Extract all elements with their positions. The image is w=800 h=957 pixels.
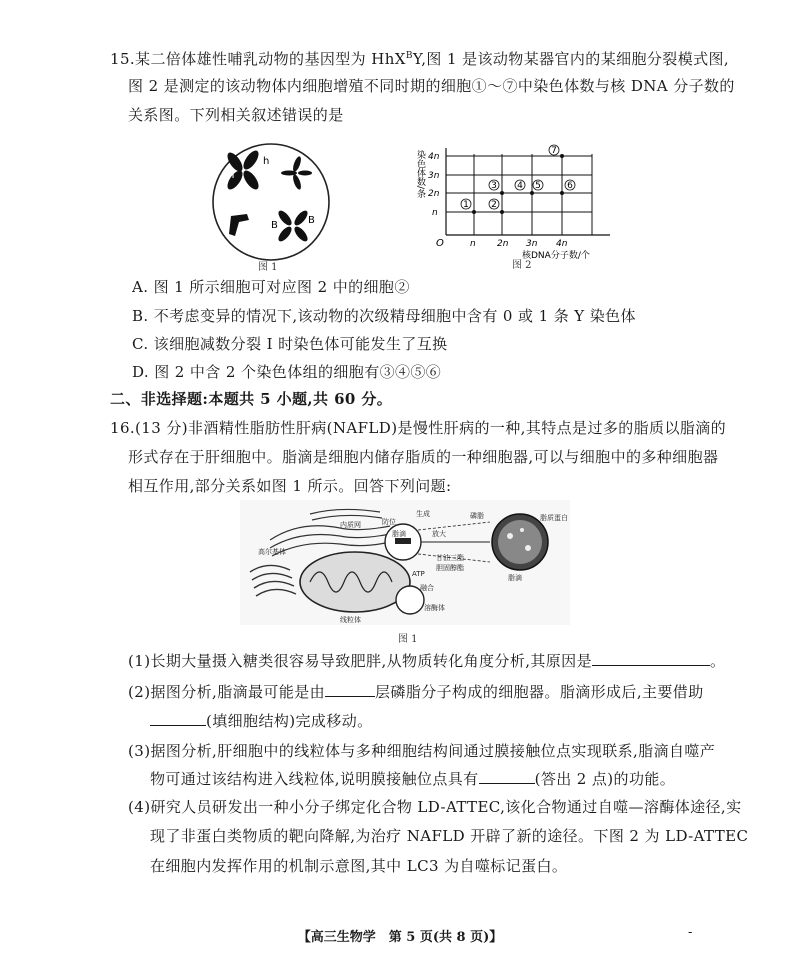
svg-text:脂质蛋白: 脂质蛋白 (540, 514, 568, 522)
y-tick-3n: 3n (428, 171, 440, 181)
svg-text:高尔基体: 高尔基体 (258, 548, 286, 556)
gene-label-B-right: B (308, 215, 315, 226)
q16-sub3-line2: 物可通过该结构进入线粒体,说明膜接触位点具有 (答出 2 点)的功能。 (150, 770, 676, 788)
q16-line2: 形式存在于肝细胞中。脂滴是细胞内储存脂质的一种细胞器,可以与细胞中的多种细胞器 (128, 448, 719, 466)
q15-line1: 15.某二倍体雄性哺乳动物的基因型为 HhX$^B$Y,图 1 是该动物某器官内的某细胞分裂模式图, (110, 50, 730, 68)
svg-text:脂滴: 脂滴 (508, 574, 522, 582)
q16-line3: 相互作用,部分关系如图 1 所示。回答下列问题: (128, 477, 452, 495)
y-tick-4n: 4n (428, 152, 440, 162)
x-tick-4n: 4n (556, 239, 568, 249)
svg-text:防位: 防位 (382, 518, 396, 526)
svg-text:ATP: ATP (412, 570, 425, 578)
y-tick-n: n (432, 208, 438, 218)
x-tick-3n: 3n (526, 239, 538, 249)
figure1-caption: 图 1 (258, 262, 278, 273)
x-tick-2n: 2n (497, 239, 509, 249)
svg-text:放大: 放大 (432, 530, 446, 538)
svg-text:7: 7 (551, 146, 557, 156)
y-axis-label: 染色体数/条 (415, 150, 425, 199)
q15-figure2 (410, 140, 620, 268)
svg-text:4: 4 (517, 181, 523, 191)
q15-figure1 (205, 138, 337, 270)
svg-text:3: 3 (491, 181, 497, 191)
q16-figure1 (240, 500, 570, 625)
page-footer: 【高三生物学 第 5 页(共 8 页)】 (297, 930, 503, 945)
corner-mark: - (688, 925, 693, 940)
section2-title: 二、非选择题:本题共 5 小题,共 60 分。 (110, 390, 393, 408)
q16-sub4-line3: 在细胞内发挥作用的机制示意图,其中 LC3 为自噬标记蛋白。 (150, 857, 568, 875)
svg-text:溶酶体: 溶酶体 (424, 604, 445, 612)
x-axis-label: 核DNA分子数/个 (522, 251, 590, 261)
q16-sub4-line1: (4)研究人员研发出一种小分子绑定化合物 LD-ATTEC,该化合物通过自噬—溶酶体途径,实 (128, 798, 742, 816)
gene-label-H: H (227, 170, 235, 181)
svg-text:甘油三酯: 甘油三酯 (436, 554, 464, 562)
q16-sub3-blank[interactable] (479, 769, 535, 784)
q16-sub3-line1: (3)据图分析,肝细胞中的线粒体与多种细胞结构间通过膜接触位点实现联系,脂滴自噬产 (128, 742, 716, 760)
svg-text:6: 6 (567, 181, 573, 191)
q15-option-c[interactable]: C. 该细胞减数分裂 I 时染色体可能发生了互换 (132, 335, 448, 353)
q16-line1: 16.(13 分)非酒精性脂肪性肝病(NAFLD)是慢性肝病的一种,其特点是过多的脂质以脂滴的 (110, 419, 727, 437)
gene-label-h: h (263, 156, 270, 167)
svg-text:线粒体: 线粒体 (340, 616, 361, 624)
q16-sub2-line2: (填细胞结构)完成移动。 (150, 711, 373, 731)
svg-text:生成: 生成 (416, 510, 430, 518)
q15-option-b[interactable]: B. 不考虑变异的情况下,该动物的次级精母细胞中含有 0 或 1 条 Y 染色体 (132, 307, 636, 325)
y-tick-2n: 2n (428, 189, 440, 199)
svg-text:胆固醇酯: 胆固醇酯 (436, 564, 464, 572)
q16-sub2-blank2[interactable] (150, 711, 206, 726)
svg-text:5: 5 (535, 181, 541, 191)
svg-text:1: 1 (463, 200, 469, 210)
origin-label: O (436, 238, 444, 249)
svg-text:内质网: 内质网 (340, 521, 361, 529)
q16-sub1: (1)长期大量摄入糖类很容易导致肥胖,从物质转化角度分析,其原因是 。 (128, 652, 726, 670)
q15-line2: 图 2 是测定的该动物体内细胞增殖不同时期的细胞①～⑦中染色体数与核 DNA 分子数的 (128, 77, 735, 95)
gene-label-B-left: B (271, 220, 278, 231)
q16-figure1-caption: 图 1 (398, 634, 418, 645)
figure2-caption: 图 2 (512, 260, 532, 271)
q16-sub1-blank[interactable] (592, 651, 710, 666)
q16-sub2-line1: (2)据图分析,脂滴最可能是由 层磷脂分子构成的细胞器。脂滴形成后,主要借助 (128, 683, 704, 701)
q16-sub2-blank1[interactable] (325, 682, 375, 697)
q15-option-a[interactable]: A. 图 1 所示细胞可对应图 2 中的细胞② (132, 278, 410, 296)
svg-text:2: 2 (491, 200, 497, 210)
q16-sub4-line2: 现了非蛋白类物质的靶向降解,为治疗 NAFLD 开辟了新的途径。下图 2 为 LD-ATTEC (150, 827, 749, 845)
q15-option-d[interactable]: D. 图 2 中含 2 个染色体组的细胞有③④⑤⑥ (132, 363, 442, 381)
svg-text:融合: 融合 (420, 584, 434, 592)
svg-text:磷脂: 磷脂 (470, 512, 484, 520)
q15-line3: 关系图。下列相关叙述错误的是 (128, 106, 344, 124)
svg-text:脂滴: 脂滴 (392, 530, 406, 538)
x-tick-n: n (470, 239, 476, 249)
